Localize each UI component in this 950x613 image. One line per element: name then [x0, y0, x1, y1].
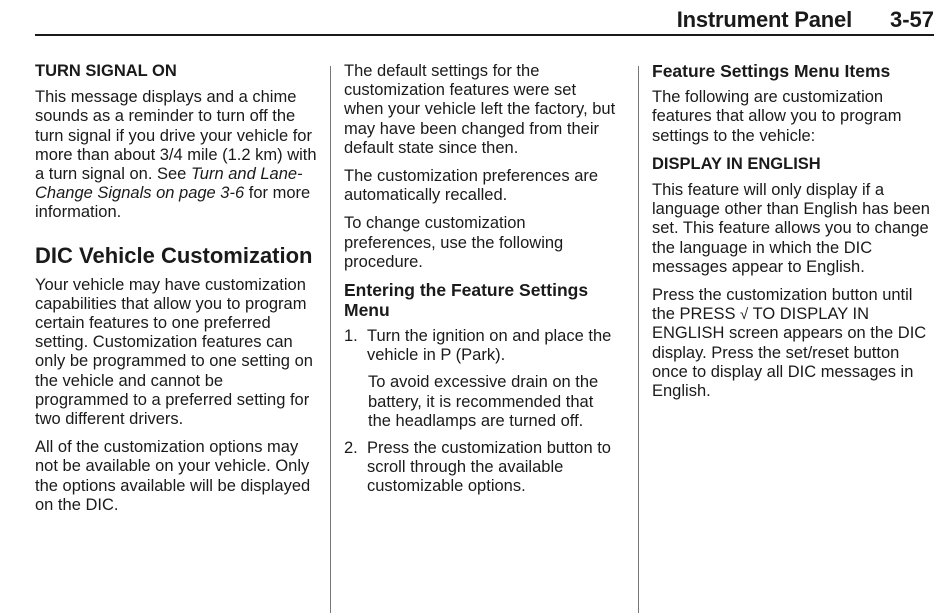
display-english-paragraph: This feature will only display if a language other than English has been set. This feature allows you to change the language in which the DIC messages appear to English. [652, 181, 930, 276]
turn-signal-reference-link[interactable]: Turn and Lane-Change Signals on page 3-6 [35, 165, 303, 203]
page-number: 3-57 [889, 7, 934, 32]
menu-items-heading: Feature Settings Menu Items [652, 61, 891, 81]
press-text-a: Press the customization button until the PRESS [652, 286, 913, 324]
header-title: Instrument Panel [676, 7, 852, 32]
options-paragraph: All of the customization options may not be available on your vehicle. Only the options available will be displayed on the DIC. [35, 438, 311, 514]
turn-signal-paragraph [35, 88, 320, 222]
step-2 [344, 439, 619, 497]
procedure-intro-paragraph: To change customization preferences, use the following procedure. [344, 214, 564, 271]
step-1-note: To avoid excessive drain on the battery, it is recommended that the headlamps are turned off. [368, 373, 599, 430]
customization-paragraph: Your vehicle may have customization capabilities that allow you to program certain features to one preferred setting. Customization features can only be programmed to one setting on the vehicle and cannot be programmed to a preferred setting for two different drivers. [35, 275, 313, 429]
turn-signal-heading: TURN SIGNAL ON [35, 62, 177, 80]
checkmark-icon: √ [740, 306, 749, 324]
press-button-paragraph [652, 286, 932, 401]
entering-menu-heading: Entering the Feature Settings Menu [344, 280, 589, 320]
page-header [35, 0, 934, 36]
column-1 [35, 62, 320, 524]
section-title: DIC Vehicle Customization [35, 242, 313, 268]
press-text-b: TO DISPLAY IN ENGLISH screen appears on the DIC display. Press the set/reset button once to display all DIC messages in English. [652, 305, 927, 401]
step-number: 2. [344, 439, 358, 458]
turn-signal-text-b: for more information. [35, 184, 311, 222]
step-text: Turn the ignition on and place the vehicle in P (Park). [367, 327, 612, 365]
step-1 [344, 327, 619, 365]
column-2 [344, 62, 619, 505]
turn-signal-text-a: This message displays and a chime sounds as a reminder to turn off the turn signal if you drive your vehicle for more than about 3/4 mile (1.2 km) with a turn signal on. See [35, 88, 317, 184]
step-text: Press the customization button to scroll through the available customizable options. [367, 439, 611, 496]
step-number: 1. [344, 327, 358, 346]
display-english-heading: DISPLAY IN ENGLISH [652, 154, 821, 173]
recall-paragraph: The customization preferences are automatically recalled. [344, 167, 599, 205]
column-divider-1 [330, 66, 331, 613]
default-settings-paragraph: The default settings for the customization features were set when your vehicle left the factory, but may have been changed from their default state since then. [344, 62, 616, 157]
menu-items-intro: The following are customization features that allow you to program settings to the vehicle: [652, 88, 902, 145]
column-3 [652, 62, 932, 410]
column-divider-2 [638, 66, 639, 613]
